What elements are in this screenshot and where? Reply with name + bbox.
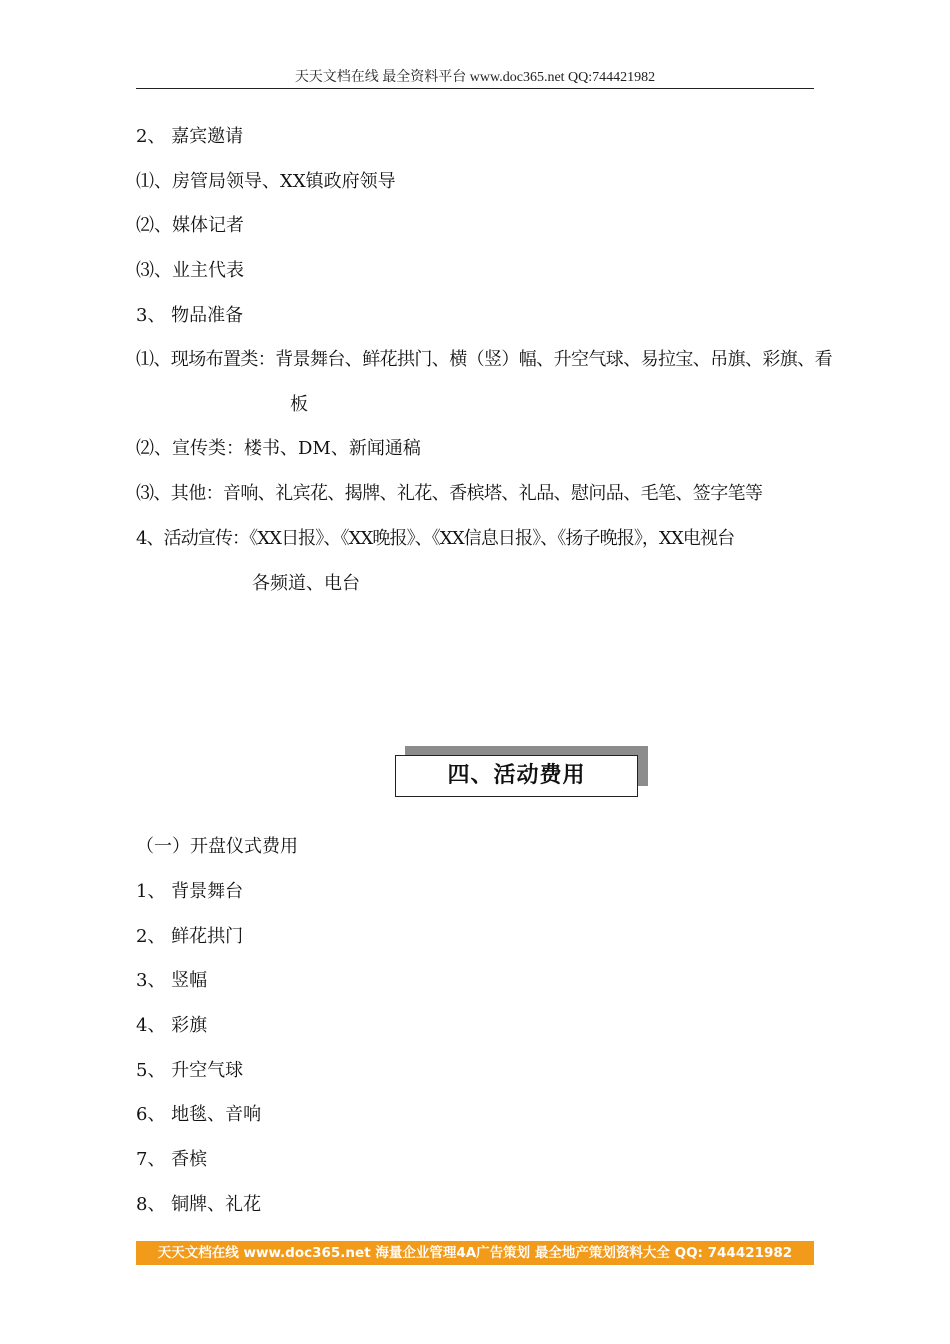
item-4-line-1: 4、活动宣传：《XX日报》、《XX晚报》、《XX信息日报》、《扬子晚报》，XX电视台 (136, 528, 735, 549)
item-2-title: 2、 嘉宾邀请 (136, 126, 244, 147)
header-divider (136, 88, 814, 89)
section-4-heading (395, 746, 648, 798)
item-2-sub-1: ⑴、房管局领导、XX镇政府领导 (136, 171, 396, 192)
section-4-title: 四、活动费用 (395, 755, 638, 797)
cost-item: 5、 升空气球 (136, 1060, 244, 1081)
cost-item: 3、 竖幅 (136, 970, 208, 991)
item-3-sub-1-line-1: ⑴、现场布置类：背景舞台、鲜花拱门、横（竖）幅、升空气球、易拉宝、吊旗、彩旗、看 (136, 349, 832, 370)
item-4-line-2: 各频道、电台 (252, 573, 360, 594)
item-3-sub-3: ⑶、其他：音响、礼宾花、揭牌、礼花、香槟塔、礼品、慰问品、毛笔、签字笔等 (136, 483, 763, 504)
item-3-title: 3、 物品准备 (136, 305, 244, 326)
footer-banner: 天天文档在线 www.doc365.net 海量企业管理4A广告策划 最全地产策划资料大全 QQ: 744421982 (136, 1241, 814, 1265)
cost-item: 4、 彩旗 (136, 1015, 208, 1036)
cost-item: 1、 背景舞台 (136, 881, 244, 902)
item-2-sub-3: ⑶、业主代表 (136, 260, 244, 281)
cost-item: 2、 鲜花拱门 (136, 926, 244, 947)
item-3-sub-2: ⑵、宣传类：楼书、DM、新闻通稿 (136, 438, 421, 459)
item-2-sub-2: ⑵、媒体记者 (136, 215, 244, 236)
subsection-title: （一）开盘仪式费用 (136, 836, 298, 857)
page-header: 天天文档在线 最全资料平台 www.doc365.net QQ:744421982 (294, 70, 656, 85)
cost-item: 6、 地毯、音响 (136, 1104, 262, 1125)
cost-item: 8、 铜牌、礼花 (136, 1194, 262, 1215)
item-3-sub-1-line-2: 板 (290, 394, 308, 415)
cost-item: 7、 香槟 (136, 1149, 208, 1170)
